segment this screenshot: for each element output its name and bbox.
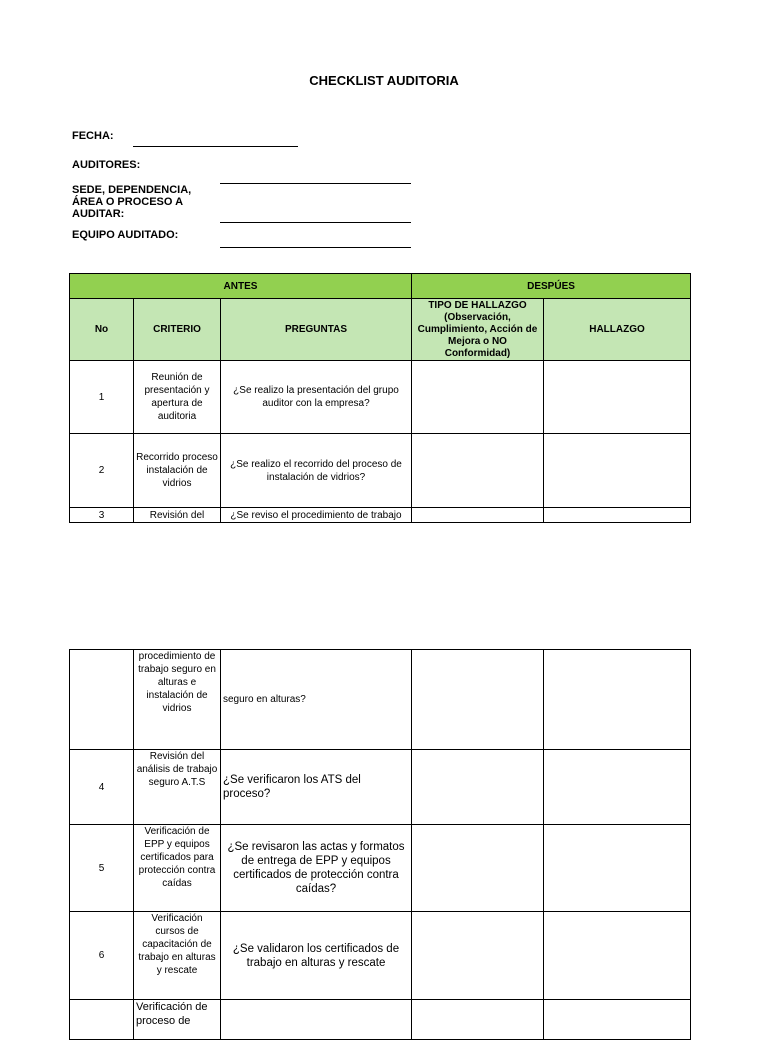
auditores-line[interactable] [220, 183, 411, 184]
row-tipo-cell[interactable] [412, 750, 544, 825]
row-hallazgo-cell[interactable] [544, 825, 691, 912]
row-pregunta: ¿Se reviso el procedimiento de trabajo [221, 508, 412, 523]
row-number: 3 [70, 508, 134, 523]
row-tipo-cell[interactable] [412, 361, 544, 434]
checklist-table-page2 [69, 649, 691, 1040]
row-tipo-cell[interactable] [412, 825, 544, 912]
row-criterio: Recorrido proceso instalación de vidrios [134, 434, 221, 508]
header-tipo-hallazgo: TIPO DE HALLAZGO (Observación, Cumplimiento, Acción de Mejora o NO Conformidad) [412, 299, 544, 361]
document-title: CHECKLIST AUDITORIA [309, 73, 459, 88]
row-pregunta: ¿Se verificaron los ATS del proceso? [221, 750, 412, 825]
row-criterio: Revisión del análisis de trabajo seguro A.T.S [134, 750, 221, 825]
row-number: 6 [70, 912, 134, 1000]
sede-line[interactable] [220, 222, 411, 223]
row-hallazgo-cell[interactable] [544, 1000, 691, 1040]
equipo-label: EQUIPO AUDITADO: [72, 229, 179, 241]
row-criterio: Revisión del [134, 508, 221, 523]
row-criterio: Verificación cursos de capacitación de trabajo en alturas y rescate [134, 912, 221, 1000]
row-tipo-cell[interactable] [412, 508, 544, 523]
table-row [70, 434, 691, 508]
equipo-line[interactable] [220, 247, 411, 248]
row-number: 5 [70, 825, 134, 912]
header-no: No [70, 299, 134, 361]
row-criterio: Reunión de presentación y apertura de auditoria [134, 361, 221, 434]
row-hallazgo-cell[interactable] [544, 508, 691, 523]
table-row [70, 825, 691, 912]
row-tipo-cell[interactable] [412, 912, 544, 1000]
fecha-line[interactable] [133, 146, 298, 147]
row-hallazgo-cell[interactable] [544, 750, 691, 825]
table-row [70, 650, 691, 750]
row-pregunta [221, 1000, 412, 1040]
group-header-antes: ANTES [70, 274, 412, 299]
fecha-label: FECHA: [72, 130, 114, 142]
row-criterio: Verificación de proceso de [134, 1000, 221, 1040]
row-hallazgo-cell[interactable] [544, 912, 691, 1000]
row-pregunta: ¿Se realizo el recorrido del proceso de instalación de vidrios? [221, 434, 412, 508]
row-tipo-cell[interactable] [412, 434, 544, 508]
table-row [70, 508, 691, 523]
sede-label: SEDE, DEPENDENCIA, ÁREA O PROCESO A AUDITAR: [72, 184, 192, 220]
row-number: 1 [70, 361, 134, 434]
table-row [70, 1000, 691, 1040]
row-hallazgo-cell[interactable] [544, 361, 691, 434]
table-row [70, 912, 691, 1000]
auditores-label: AUDITORES: [72, 159, 141, 171]
row-criterio: Verificación de EPP y equipos certificados para protección contra caídas [134, 825, 221, 912]
header-criterio: CRITERIO [134, 299, 221, 361]
table-row [70, 750, 691, 825]
row-pregunta: seguro en alturas? [221, 650, 412, 750]
group-header-despues: DESPÚES [412, 274, 691, 299]
header-preguntas: PREGUNTAS [221, 299, 412, 361]
row-number [70, 650, 134, 750]
row-number [70, 1000, 134, 1040]
row-tipo-cell[interactable] [412, 650, 544, 750]
header-hallazgo: HALLAZGO [544, 299, 691, 361]
row-pregunta: ¿Se validaron los certificados de trabajo en alturas y rescate [221, 912, 412, 1000]
table-row [70, 361, 691, 434]
row-tipo-cell[interactable] [412, 1000, 544, 1040]
row-pregunta: ¿Se realizo la presentación del grupo auditor con la empresa? [221, 361, 412, 434]
row-number: 4 [70, 750, 134, 825]
row-hallazgo-cell[interactable] [544, 650, 691, 750]
checklist-table-page1 [69, 273, 691, 523]
row-number: 2 [70, 434, 134, 508]
row-pregunta: ¿Se revisaron las actas y formatos de entrega de EPP y equipos certificados de protección contra caídas? [221, 825, 412, 912]
row-criterio: procedimiento de trabajo seguro en alturas e instalación de vidrios [134, 650, 221, 750]
row-hallazgo-cell[interactable] [544, 434, 691, 508]
